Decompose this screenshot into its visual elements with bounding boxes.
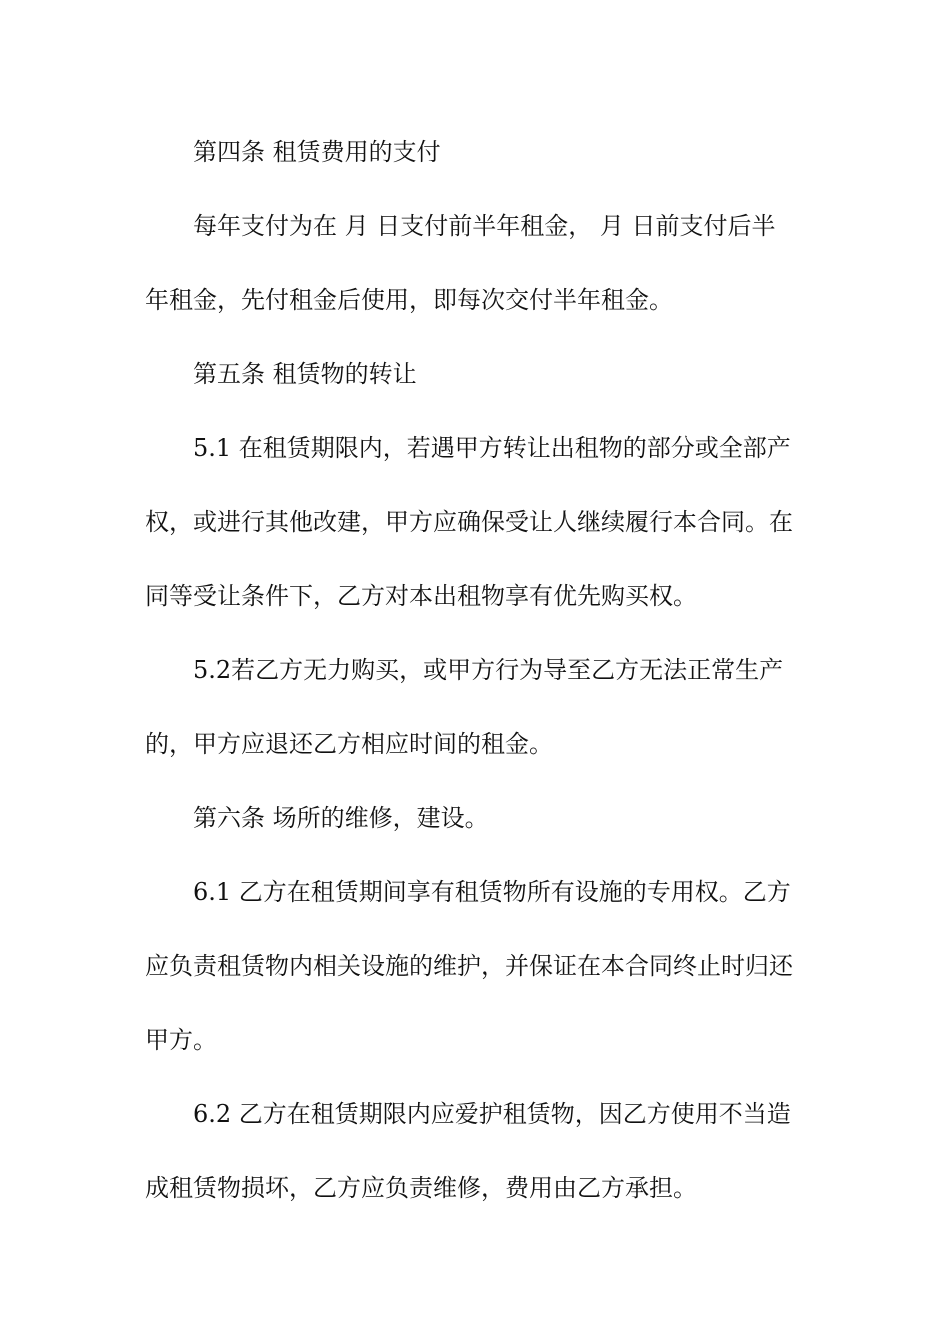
article-6-heading: 第六条 场所的维修，建设。 xyxy=(193,804,489,832)
article-4-paragraph-line-1: 每年支付为在 月 日支付前半年租金， 月 日前支付后半 xyxy=(193,212,776,240)
clause-6-1-line-1: 6.1 乙方在租赁期间享有租赁物所有设施的专用权。乙方 xyxy=(193,878,791,906)
clause-6-1-line-3: 甲方。 xyxy=(145,1026,217,1054)
clause-6-2-line-2: 成租赁物损坏，乙方应负责维修，费用由乙方承担。 xyxy=(145,1174,697,1202)
clause-5-1-line-1: 5.1 在租赁期限内，若遇甲方转让出租物的部分或全部产 xyxy=(193,434,791,462)
clause-5-2-line-1: 5.2若乙方无力购买，或甲方行为导至乙方无法正常生产 xyxy=(193,656,784,684)
clause-6-2-line-1: 6.2 乙方在租赁期限内应爱护租赁物，因乙方使用不当造 xyxy=(193,1100,791,1128)
article-5-heading: 第五条 租赁物的转让 xyxy=(193,360,417,388)
clause-6-1-line-2: 应负责租赁物内相关设施的维护，并保证在本合同终止时归还 xyxy=(145,952,793,980)
document-body xyxy=(145,128,807,1238)
clause-5-1-line-2: 权，或进行其他改建，甲方应确保受让人继续履行本合同。在 xyxy=(145,508,793,536)
clause-5-2-line-2: 的，甲方应退还乙方相应时间的租金。 xyxy=(145,730,553,758)
article-4-heading: 第四条 租赁费用的支付 xyxy=(193,138,441,166)
article-4-paragraph-line-2: 年租金，先付租金后使用，即每次交付半年租金。 xyxy=(145,286,673,314)
clause-5-1-line-3: 同等受让条件下，乙方对本出租物享有优先购买权。 xyxy=(145,582,697,610)
